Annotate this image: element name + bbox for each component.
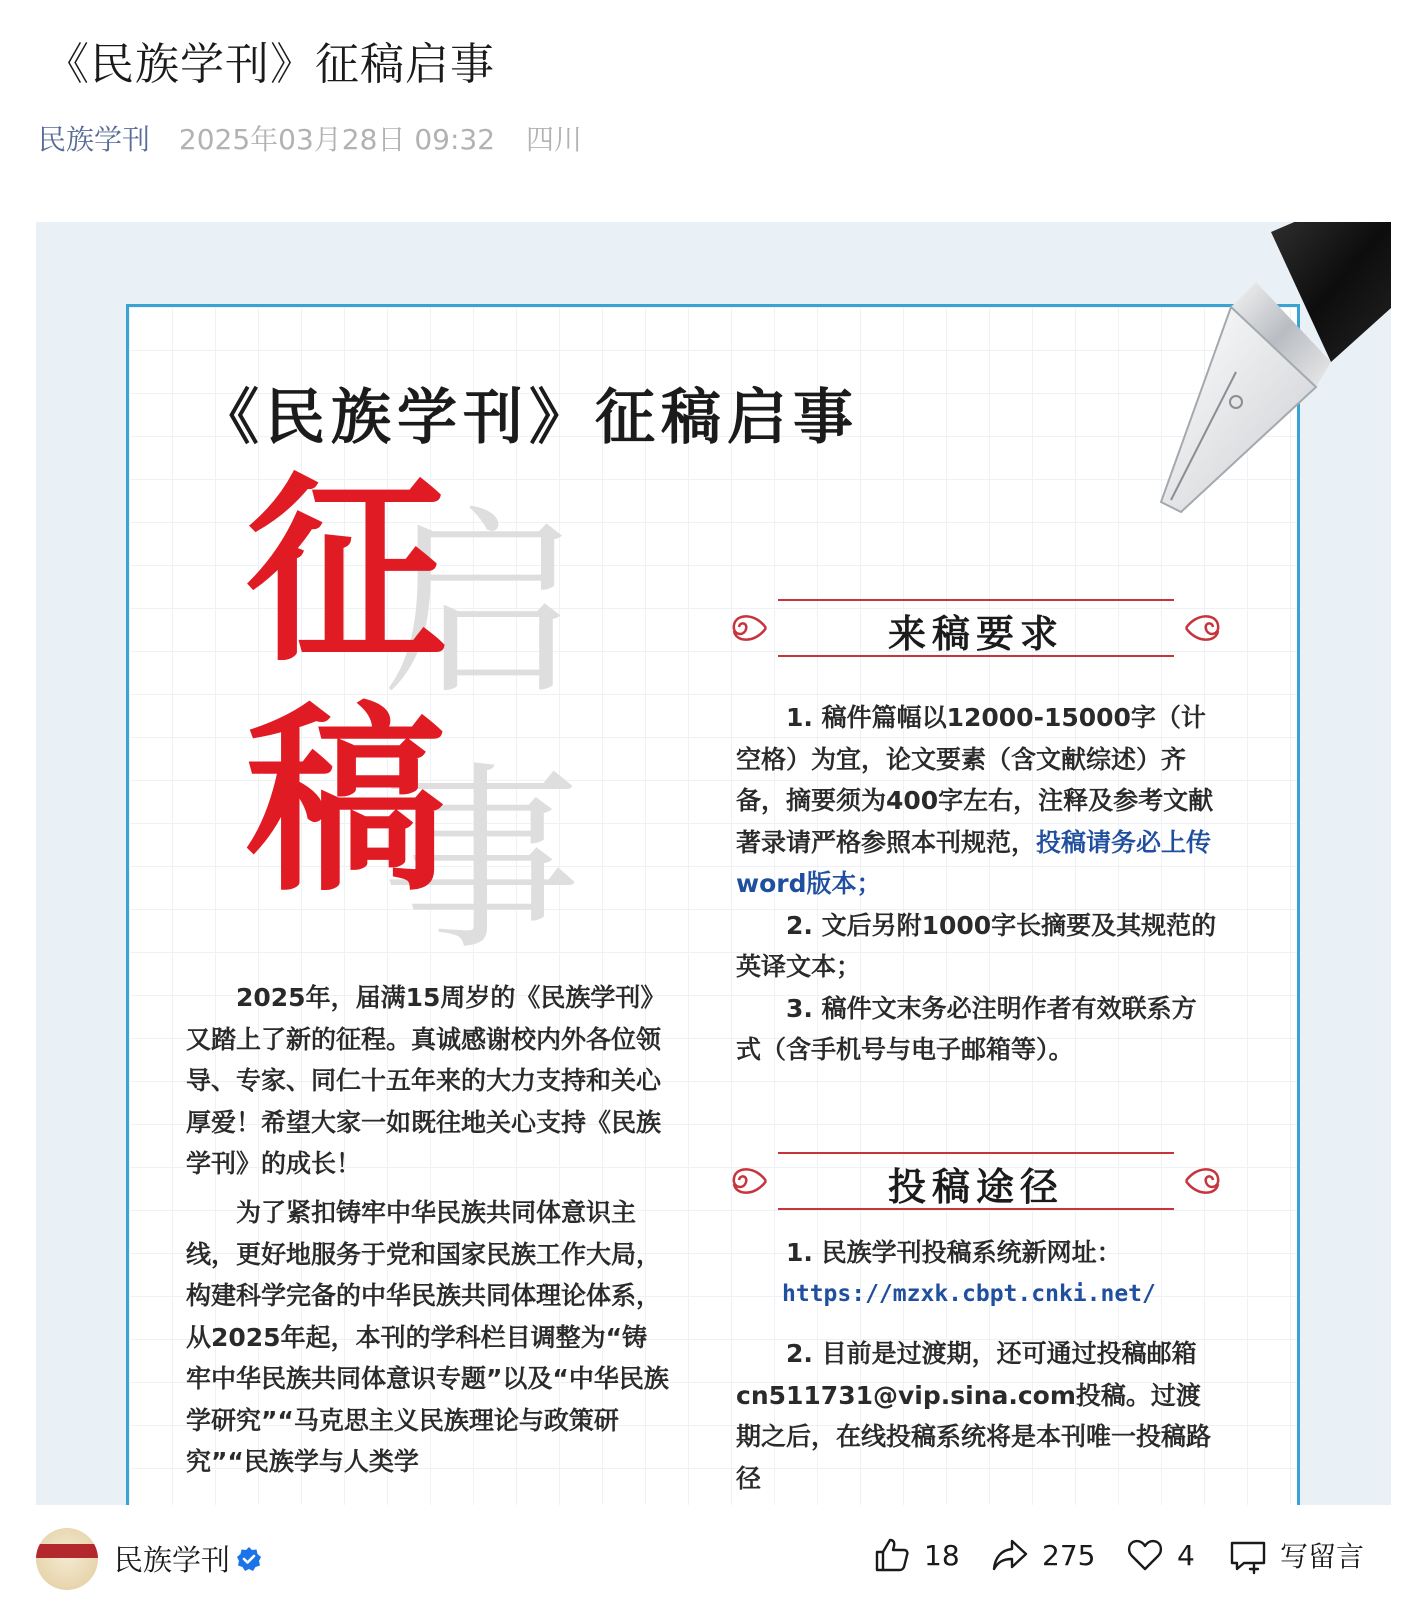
section-title-requirements: 来稿要求 xyxy=(887,611,1064,656)
favorite-button[interactable] xyxy=(1125,1530,1195,1580)
author-link[interactable]: 民族学刊 xyxy=(38,123,151,156)
poster-red-char-1: 征 xyxy=(246,454,447,689)
poster-red-char-2: 稿 xyxy=(246,684,447,919)
account-avatar[interactable] xyxy=(36,1528,98,1590)
heart-icon xyxy=(1125,1535,1165,1575)
section-title-submission: 投稿途径 xyxy=(887,1164,1064,1209)
avatar-band xyxy=(36,1544,98,1558)
ornament-right-icon xyxy=(1180,1158,1226,1204)
share-button[interactable] xyxy=(990,1530,1095,1580)
section-banner-requirements xyxy=(726,597,1226,659)
verified-badge-icon xyxy=(236,1546,262,1572)
share-count: 275 xyxy=(1042,1538,1096,1572)
poster-gray-char-1: 启 xyxy=(381,490,582,723)
submission-list xyxy=(736,1232,1221,1499)
comment-button[interactable] xyxy=(1228,1530,1364,1580)
like-count: 18 xyxy=(924,1538,960,1572)
publish-date: 2025年03月28日 09:32 xyxy=(178,123,496,156)
thumbs-up-icon xyxy=(872,1535,912,1575)
like-button[interactable] xyxy=(872,1530,960,1580)
requirement-1-highlight: 投稿请务必上传word版本； xyxy=(736,827,1212,898)
intro-text-2: 为了紧扣铸牢中华民族共同体意识主线，更好地服务于党和国家民族工作大局，构建科学完备的中华民族共同体理论体系，从2025年起，本刊的学科栏目调整为“铸牢中华民族共同体意识专题”以及“中华民族学研究”“马克思主义民族理论与政策研究”“民族学与人类学 xyxy=(186,1198,669,1476)
account-name[interactable]: 民族学刊 xyxy=(114,1543,231,1577)
poster-gray-char-2: 事 xyxy=(381,745,582,978)
poster-heading: 《民族学刊》征稿启事 xyxy=(199,383,859,453)
ornament-left-icon xyxy=(726,605,772,651)
spacer xyxy=(736,1315,1221,1333)
article-footer xyxy=(0,1510,1425,1605)
intro-paragraph-1 xyxy=(186,977,671,1185)
article-title: 《民族学刊》征稿启事 xyxy=(45,39,495,90)
publish-region: 四川 xyxy=(525,123,582,156)
share-arrow-icon xyxy=(990,1535,1030,1575)
submission-url: https://mzxk.cbpt.cnki.net/ xyxy=(782,1280,1156,1307)
submission-1: 1. 民族学刊投稿系统新网址： xyxy=(786,1238,1122,1267)
requirement-1-text: 1. 稿件篇幅以12000-15000字（计空格）为宜，论文要素（含文献综述）齐备，摘要须为400字左右，注释及参考文献著录请严格参照本刊规范， xyxy=(736,703,1214,857)
intro-text-1: 2025年，届满15周岁的《民族学刊》又踏上了新的征程。真诚感谢校内外各位领导、专家、同仁十五年来的大力支持和关心厚爱！希望大家一如既往地关心支持《民族学刊》的成长！ xyxy=(186,983,666,1178)
fountain-pen-icon xyxy=(1031,222,1391,522)
submission-2: 2. 目前是过渡期，还可通过投稿邮箱cn511731@vip.sina.com投稿。过渡期之后，在线投稿系统将是本刊唯一投稿路径 xyxy=(736,1339,1212,1493)
favorite-count: 4 xyxy=(1177,1538,1195,1572)
requirement-1 xyxy=(736,697,1221,905)
banner-line-top xyxy=(778,599,1174,601)
poster-image xyxy=(36,222,1391,1505)
comment-label: 写留言 xyxy=(1280,1540,1365,1573)
ornament-left-icon xyxy=(726,1158,772,1204)
article-meta xyxy=(38,118,582,158)
ornament-right-icon xyxy=(1180,605,1226,651)
comment-icon xyxy=(1228,1535,1268,1575)
requirement-2: 2. 文后另附1000字长摘要及其规范的英译文本； xyxy=(736,910,1217,981)
requirement-3: 3. 稿件文末务必注明作者有效联系方式（含手机号与电子邮箱等）。 xyxy=(736,993,1197,1064)
intro-paragraph-2 xyxy=(186,1192,671,1483)
section-banner-submission xyxy=(726,1150,1226,1212)
requirements-list xyxy=(736,697,1221,1071)
banner-line-top xyxy=(778,1152,1174,1154)
